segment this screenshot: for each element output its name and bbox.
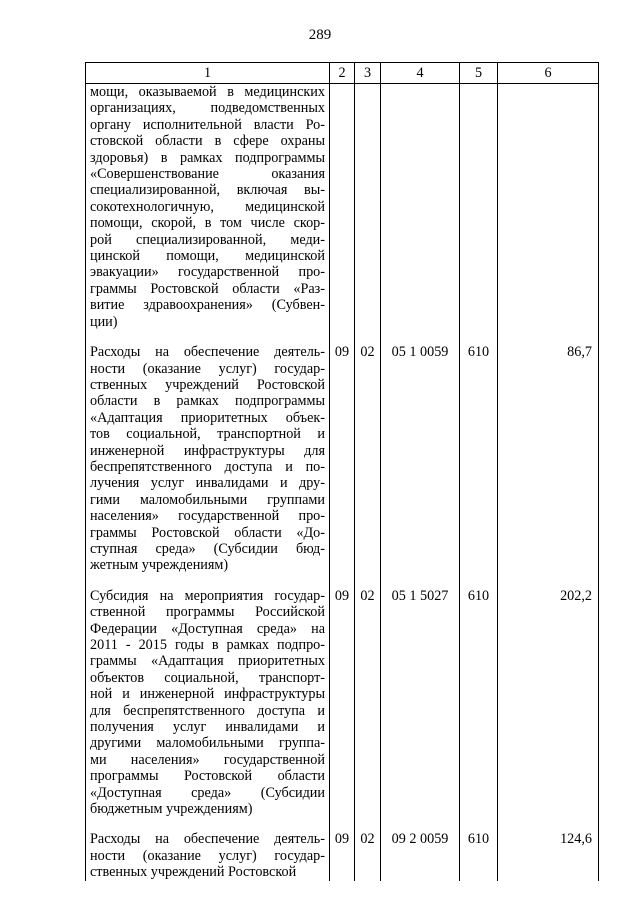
description-line: ности (оказание услуг) государ-	[90, 360, 325, 377]
expense-type-cell: 610	[460, 344, 498, 574]
column-header: 2	[330, 63, 355, 84]
description-line: 2011 - 2015 годы в рамках подпро-	[90, 637, 325, 653]
description-line: программы Ростовской области	[90, 768, 325, 785]
row-spacer	[86, 817, 599, 831]
table-row	[86, 831, 599, 880]
row-spacer	[86, 330, 599, 344]
amount-cell: 124,6	[498, 831, 599, 880]
description-line: Расходы на обеспечение деятель-	[90, 831, 325, 848]
spacer-cell	[330, 330, 355, 344]
subsection-code-cell: 02	[355, 588, 381, 818]
description-line: лучения услуг инвалидами и дру-	[90, 475, 325, 492]
spacer-cell	[86, 330, 330, 344]
budget-table	[85, 62, 599, 881]
description-line: органу исполнительной власти Ро-	[90, 116, 325, 133]
description-line: стовской области в сфере охраны	[90, 133, 325, 150]
spacer-cell	[355, 574, 381, 588]
table-header-row	[86, 63, 599, 84]
description-cell	[86, 831, 330, 880]
expense-type-cell: 610	[460, 588, 498, 818]
spacer-cell	[498, 574, 599, 588]
row-spacer	[86, 574, 599, 588]
description-line: тов социальной, транспортной и	[90, 426, 325, 443]
description-line: эвакуации» государственной про-	[90, 264, 325, 281]
description-line: другими маломобильными группа-	[90, 735, 325, 752]
table-row	[86, 84, 599, 331]
description-line: населения» государственной про-	[90, 508, 325, 525]
description-line: для беспрепятственного доступа и	[90, 702, 325, 719]
section-code-cell	[330, 84, 355, 331]
section-code-cell: 09	[330, 344, 355, 574]
spacer-cell	[460, 817, 498, 831]
description-line: «Совершенствование оказания	[90, 166, 325, 183]
description-line: Субсидия на мероприятия государ-	[90, 587, 325, 604]
description-line: граммы «Адаптация приоритетных	[90, 653, 325, 670]
spacer-cell	[498, 817, 599, 831]
expense-type-cell: 610	[460, 831, 498, 880]
section-code-cell: 09	[330, 831, 355, 880]
spacer-cell	[355, 817, 381, 831]
amount-cell: 202,2	[498, 588, 599, 818]
table-row	[86, 344, 599, 574]
page-number: 289	[308, 27, 332, 43]
description-line: рой специализированной, меди-	[90, 231, 325, 248]
description-line: Федерации «Доступная среда» на	[90, 620, 325, 637]
description-line: специализированной, включая вы-	[90, 182, 325, 199]
description-line: гими маломобильными группами	[90, 491, 325, 508]
description-line: бюджетным учреждениям)	[90, 801, 253, 818]
target-article-cell: 05 1 0059	[381, 344, 460, 574]
spacer-cell	[498, 330, 599, 344]
description-cell	[86, 84, 330, 331]
table-row	[86, 588, 599, 818]
description-line: здоровья) в рамках подпрограммы	[90, 149, 325, 166]
description-line: организациях, подведомственных	[90, 100, 325, 117]
spacer-cell	[381, 574, 460, 588]
column-header: 3	[355, 63, 381, 84]
section-code-cell: 09	[330, 588, 355, 818]
description-line: ности (оказание услуг) государ-	[90, 847, 325, 864]
subsection-code-cell: 02	[355, 831, 381, 880]
description-line: ции)	[90, 313, 118, 330]
description-cell	[86, 588, 330, 818]
description-line: граммы Ростовской области «Раз-	[90, 280, 325, 297]
spacer-cell	[86, 817, 330, 831]
description-line: граммы Ростовской области «До-	[90, 524, 325, 541]
spacer-cell	[460, 330, 498, 344]
expense-type-cell	[460, 84, 498, 331]
column-header: 4	[381, 63, 460, 84]
description-line: ственных учреждений Ростовской	[90, 864, 297, 881]
description-line: помощи, скорой, в том числе скор-	[90, 215, 325, 232]
spacer-cell	[330, 574, 355, 588]
description-line: ственной программы Российской	[90, 604, 325, 621]
amount-cell: 86,7	[498, 344, 599, 574]
description-line: ступная среда» (Субсидии бюд-	[90, 540, 325, 557]
spacer-cell	[381, 330, 460, 344]
column-header: 1	[86, 63, 330, 84]
description-line: ной и инженерной инфраструктуры	[90, 686, 325, 703]
description-cell	[86, 344, 330, 574]
spacer-cell	[86, 574, 330, 588]
spacer-cell	[381, 817, 460, 831]
description-line: получения услуг инвалидами и	[90, 719, 325, 736]
description-line: области в рамках подпрограммы	[90, 393, 325, 410]
description-line: витие здравоохранения» (Субвен-	[90, 297, 325, 314]
target-article-cell: 09 2 0059	[381, 831, 460, 880]
amount-cell	[498, 84, 599, 331]
spacer-cell	[460, 574, 498, 588]
description-line: «Адаптация приоритетных объек-	[90, 409, 325, 426]
target-article-cell	[381, 84, 460, 331]
description-line: объектов социальной, транспорт-	[90, 669, 325, 686]
target-article-cell: 05 1 5027	[381, 588, 460, 818]
spacer-cell	[330, 817, 355, 831]
description-line: Расходы на обеспечение деятель-	[90, 344, 325, 361]
spacer-cell	[355, 330, 381, 344]
description-line: ственных учреждений Ростовской	[90, 376, 325, 393]
description-line: инженерной инфраструктуры для	[90, 442, 325, 459]
description-line: мощи, оказываемой в медицинских	[90, 84, 325, 100]
column-header: 5	[460, 63, 498, 84]
description-line: беспрепятственного доступа и по-	[90, 458, 325, 475]
description-line: «Доступная среда» (Субсидии	[90, 784, 325, 801]
description-line: жетным учреждениям)	[90, 557, 229, 574]
subsection-code-cell	[355, 84, 381, 331]
subsection-code-cell: 02	[355, 344, 381, 574]
column-header: 6	[498, 63, 599, 84]
description-line: цинской помощи, медицинской	[90, 248, 325, 265]
description-line: сокотехнологичную, медицинской	[90, 198, 325, 215]
description-line: ми населения» государственной	[90, 751, 325, 768]
